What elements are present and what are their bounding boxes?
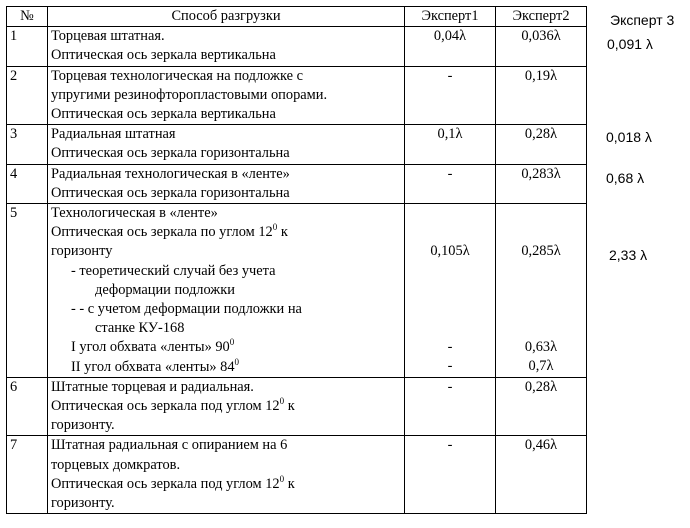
row-num: 4: [7, 164, 48, 203]
expert1-value: 0,04λ: [405, 27, 496, 66]
method-line: упругими резинофторопластовыми опорами.: [51, 86, 328, 103]
method-line: [51, 358, 404, 377]
row-method: [48, 436, 405, 514]
expert2-value: 0,46λ: [496, 436, 587, 514]
method-text: к: [284, 475, 295, 492]
method-line: Торцевая штатная.: [51, 28, 165, 45]
row-method: [48, 164, 405, 203]
expert1-value: -: [405, 377, 496, 436]
header-expert2: Эксперт2: [496, 7, 587, 27]
method-text: I угол обхвата «ленты» 90: [71, 339, 230, 356]
row-method: [48, 377, 405, 436]
row-num: 7: [7, 436, 48, 514]
method-line: [51, 223, 404, 242]
expert2-main: 0,285λ: [521, 243, 561, 260]
header-expert1: Эксперт1: [405, 7, 496, 27]
degree-superscript: 0: [234, 356, 240, 367]
row-method: [48, 27, 405, 66]
degree-superscript: 0: [272, 222, 278, 233]
method-text: к: [277, 224, 288, 241]
expert1-value: -: [405, 164, 496, 203]
row-num: 6: [7, 377, 48, 436]
header-method: Способ разгрузки: [48, 7, 405, 27]
row-method: [48, 204, 405, 378]
row-method: [48, 66, 405, 125]
method-line: Радиальная штатная: [51, 126, 176, 143]
expert1-sub-a: -: [447, 339, 453, 356]
method-line: Оптическая ось зеркала вертикальна: [51, 47, 276, 64]
method-line: горизонту: [51, 243, 113, 260]
table-row: [7, 66, 587, 125]
method-text: к: [284, 398, 295, 415]
method-line: [51, 338, 404, 357]
row-num: 1: [7, 27, 48, 66]
degree-superscript: 0: [229, 337, 235, 348]
expert1-main: 0,105λ: [430, 243, 470, 260]
method-line: Оптическая ось зеркала горизонтальна: [51, 184, 290, 201]
method-line: горизонту.: [51, 495, 115, 512]
table-row: [7, 164, 587, 203]
method-line: [51, 397, 404, 416]
expert3-value: 0,091 λ: [607, 36, 653, 52]
table-row: [7, 377, 587, 436]
method-line: Торцевая технологическая на подложке с: [51, 67, 303, 84]
method-line: Штатные торцевая и радиальная.: [51, 378, 254, 395]
expert3-value: 0,68 λ: [606, 170, 645, 186]
method-line: Оптическая ось зеркала вертикальна: [51, 106, 276, 123]
row-num: 5: [7, 204, 48, 378]
expert2-value: 0,28λ: [496, 125, 587, 164]
method-line: Радиальная технологическая в «ленте»: [51, 165, 290, 182]
bullet-line: - теоретический случай без учета: [71, 262, 276, 279]
table-row: [7, 436, 587, 514]
method-line: торцевых домкратов.: [51, 456, 181, 473]
method-line: Технологическая в «ленте»: [51, 205, 218, 222]
table-row: [7, 204, 587, 378]
expert2-value: 0,036λ: [496, 27, 587, 66]
expert1-value: [405, 204, 496, 378]
row-method: [48, 125, 405, 164]
method-text: II угол обхвата «ленты» 84: [71, 358, 235, 375]
expert3-value: 2,33 λ: [609, 247, 648, 263]
method-text: Оптическая ось зеркала по углом 12: [51, 224, 273, 241]
expert2-value: 0,283λ: [496, 164, 587, 203]
expert1-value: 0,1λ: [405, 125, 496, 164]
table-header-row: [7, 7, 587, 27]
expert1-value: -: [405, 66, 496, 125]
expert2-value: 0,19λ: [496, 66, 587, 125]
header-num: №: [7, 7, 48, 27]
expert2-sub-a: 0,63λ: [524, 339, 558, 356]
bullet-line: станке КУ-168: [95, 320, 185, 337]
bullet-line: - - с учетом деформации подложки на: [71, 301, 302, 318]
degree-superscript: 0: [279, 396, 285, 407]
row-num: 3: [7, 125, 48, 164]
expert1-value: -: [405, 436, 496, 514]
method-line: Оптическая ось зеркала горизонтальна: [51, 145, 290, 162]
unloading-methods-table: [6, 6, 587, 514]
method-line: [51, 475, 404, 494]
table-row: [7, 27, 587, 66]
method-line: Штатная радиальная с опиранием на 6: [51, 437, 288, 454]
table-row: [7, 125, 587, 164]
expert1-sub-b: -: [447, 358, 453, 375]
bullet-line: деформации подложки: [95, 281, 235, 298]
expert3-value: 0,018 λ: [606, 129, 652, 145]
method-text: Оптическая ось зеркала под углом 12: [51, 398, 280, 415]
expert2-sub-b: 0,7λ: [528, 358, 554, 375]
expert2-value: 0,28λ: [496, 377, 587, 436]
expert2-value: [496, 204, 587, 378]
method-line: горизонту.: [51, 417, 115, 434]
method-text: Оптическая ось зеркала под углом 12: [51, 475, 280, 492]
header-expert3: Эксперт 3: [610, 12, 675, 28]
row-num: 2: [7, 66, 48, 125]
degree-superscript: 0: [279, 474, 285, 485]
